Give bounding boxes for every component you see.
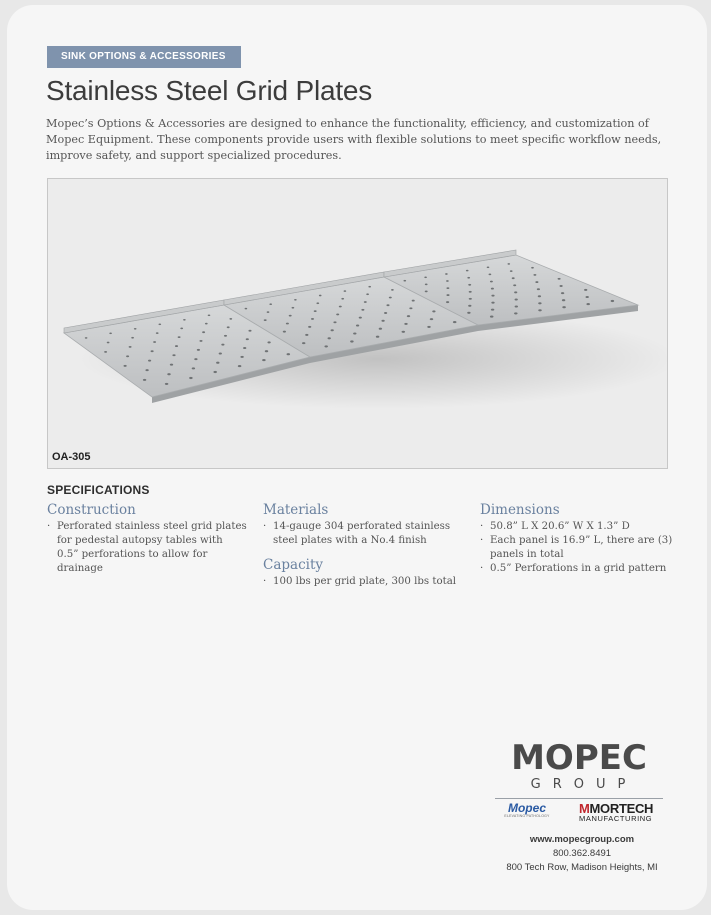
perforation-hole — [446, 287, 449, 289]
perforation-hole — [238, 365, 241, 367]
perforation-hole — [469, 298, 472, 300]
perforation-hole — [466, 270, 469, 272]
perforation-hole — [224, 335, 227, 337]
dimensions-title: Dimensions — [480, 502, 560, 518]
perforation-hole — [134, 328, 137, 330]
perforation-hole — [248, 330, 251, 332]
perforation-hole — [319, 295, 322, 297]
perforation-hole — [389, 297, 392, 299]
perforation-hole — [328, 337, 331, 339]
perforation-hole — [243, 347, 246, 349]
perforation-hole — [491, 288, 494, 290]
perforation-hole — [85, 337, 88, 339]
perforation-hole — [246, 338, 249, 340]
perforation-hole — [584, 289, 587, 291]
perforation-hole — [165, 383, 168, 385]
perforation-hole — [407, 315, 410, 317]
perforation-hole — [143, 379, 146, 381]
perforation-hole — [356, 325, 359, 327]
perforation-hole — [324, 345, 327, 347]
perforation-hole — [515, 299, 518, 301]
perforation-hole — [189, 377, 192, 379]
perforation-hole — [205, 323, 208, 325]
perforation-hole — [344, 290, 347, 292]
perforation-hole — [490, 316, 493, 318]
perforation-hole — [490, 281, 493, 283]
perforation-hole — [510, 270, 513, 272]
product-image — [47, 178, 668, 469]
perforation-hole — [558, 278, 561, 280]
perforation-hole — [513, 284, 516, 286]
perforation-hole — [487, 266, 490, 268]
perforation-hole — [425, 284, 428, 286]
perforation-hole — [562, 299, 565, 301]
perforation-hole — [404, 323, 407, 325]
perforation-hole — [262, 359, 265, 361]
perforation-hole — [245, 308, 248, 310]
perforation-hole — [361, 309, 364, 311]
perforation-hole — [156, 332, 159, 334]
dimensions-section — [480, 502, 680, 585]
perforation-hole — [560, 285, 563, 287]
perforation-hole — [366, 293, 369, 295]
perforation-hole — [453, 321, 456, 323]
perforation-hole — [376, 336, 379, 338]
mopec-logo: Mopec ELEVATING PATHOLOGY — [504, 801, 550, 818]
perforation-hole — [302, 342, 305, 344]
perforation-hole — [562, 306, 565, 308]
construction-title: Construction — [47, 502, 136, 518]
perforation-hole — [368, 286, 371, 288]
perforation-hole — [586, 303, 589, 305]
perforation-hole — [353, 332, 356, 334]
perforation-hole — [468, 305, 471, 307]
perforation-hole — [151, 350, 154, 352]
construction-item: · Perforated stainless steel grid plates for pedestal autopsy tables with 0.5” perforations to allow for drainage — [47, 520, 247, 576]
perforation-hole — [446, 280, 449, 282]
perforation-hole — [364, 301, 367, 303]
dimensions-item: · Each panel is 16.9” L, there are (3) panels in total — [480, 534, 680, 562]
perforation-hole — [311, 318, 314, 320]
perforation-hole — [221, 344, 224, 346]
construction-section — [47, 502, 247, 585]
perforation-hole — [197, 349, 200, 351]
perforation-hole — [265, 350, 268, 352]
perforation-hole — [561, 292, 564, 294]
perforation-hole — [537, 288, 540, 290]
perforation-hole — [333, 321, 336, 323]
perforation-hole — [611, 300, 614, 302]
perforation-hole — [240, 356, 243, 358]
perforation-hole — [104, 351, 107, 353]
dimensions-item: · 0.5” Perforations in a grid pattern — [480, 562, 680, 576]
model-number: OA-305 — [52, 451, 91, 463]
perforation-hole — [305, 334, 308, 336]
perforation-hole — [202, 331, 205, 333]
perforation-hole — [445, 273, 448, 275]
perforation-hole — [289, 315, 292, 317]
perforation-hole — [167, 373, 170, 375]
capacity-title: Capacity — [263, 557, 323, 573]
perforation-hole — [409, 307, 412, 309]
address: 800 Tech Row, Madison Heights, MI — [506, 862, 658, 873]
perforated-grid-plates-illustration — [48, 179, 667, 468]
perforation-hole — [219, 353, 222, 355]
perforation-hole — [403, 280, 406, 282]
intro-paragraph: Mopec’s Options & Accessories are designed to enhance the functionality, efficiency, and customization of Mopec Equipment. These components provide users with flexible solutions to meet specific workflow needs, improve safety, and support specialized procedures. — [46, 117, 662, 162]
perforation-hole — [514, 312, 517, 314]
perforation-hole — [515, 305, 518, 307]
perforation-hole — [379, 328, 382, 330]
perforation-hole — [427, 326, 430, 328]
perforation-hole — [432, 310, 435, 312]
perforation-hole — [514, 291, 517, 293]
perforation-hole — [129, 346, 132, 348]
perforation-hole — [425, 291, 428, 293]
perforation-hole — [533, 274, 536, 276]
perforation-hole — [430, 318, 433, 320]
mortech-logo: MMORTECH MANUFACTURING — [579, 801, 654, 823]
perforation-hole — [469, 291, 472, 293]
perforation-hole — [402, 331, 405, 333]
perforation-hole — [424, 276, 427, 278]
perforation-hole — [314, 310, 317, 312]
perforation-hole — [384, 312, 387, 314]
perforation-hole — [269, 303, 272, 305]
specifications-heading: SPECIFICATIONS — [47, 483, 150, 497]
perforation-hole — [359, 317, 362, 319]
perforation-hole — [175, 345, 178, 347]
perforation-hole — [538, 309, 541, 311]
logo-main: MOPEC — [511, 738, 647, 778]
mopec-group-logo — [487, 740, 671, 799]
perforation-hole — [131, 337, 134, 339]
website-link[interactable]: www.mopecgroup.com — [529, 834, 635, 845]
perforation-hole — [180, 328, 183, 330]
perforation-hole — [145, 369, 148, 371]
materials-title: Materials — [263, 502, 329, 518]
perforation-hole — [386, 304, 389, 306]
perforation-hole — [178, 336, 181, 338]
perforation-hole — [264, 319, 267, 321]
perforation-hole — [107, 342, 110, 344]
perforation-hole — [339, 306, 342, 308]
perforation-hole — [192, 367, 195, 369]
perforation-hole — [170, 364, 173, 366]
perforation-hole — [491, 309, 494, 311]
materials-item: · 14-gauge 304 perforated stainless steel plates with a No.4 finish — [263, 520, 463, 548]
perforation-hole — [109, 332, 112, 334]
perforation-hole — [507, 263, 510, 265]
perforation-hole — [267, 311, 270, 313]
category-badge: SINK OPTIONS & ACCESSORIES — [47, 46, 241, 68]
perforation-hole — [213, 371, 216, 373]
perforation-hole — [538, 302, 541, 304]
perforation-hole — [341, 298, 344, 300]
perforation-hole — [512, 277, 515, 279]
perforation-hole — [183, 319, 186, 321]
phone-number: 800.362.8491 — [552, 848, 612, 859]
perforation-hole — [491, 302, 494, 304]
perforation-hole — [491, 295, 494, 297]
perforation-hole — [208, 314, 211, 316]
perforation-hole — [468, 284, 471, 286]
perforation-hole — [467, 312, 470, 314]
brand-logos — [487, 799, 671, 829]
perforation-hole — [287, 353, 290, 355]
perforation-hole — [381, 320, 384, 322]
perforation-hole — [267, 341, 270, 343]
perforation-hole — [316, 302, 319, 304]
perforation-hole — [216, 362, 219, 364]
perforation-hole — [158, 323, 161, 325]
logo-sub: GROUP — [530, 777, 638, 792]
perforation-hole — [126, 355, 129, 357]
contact-info — [487, 833, 677, 875]
perforation-hole — [199, 340, 202, 342]
perforation-hole — [308, 326, 311, 328]
materials-section — [263, 502, 463, 598]
perforation-hole — [488, 274, 491, 276]
perforation-hole — [586, 296, 589, 298]
perforation-hole — [467, 277, 470, 279]
perforation-hole — [294, 299, 297, 301]
perforation-hole — [350, 340, 353, 342]
perforation-hole — [531, 267, 534, 269]
page-title: Stainless Steel Grid Plates — [46, 75, 373, 106]
perforation-hole — [227, 326, 230, 328]
perforation-hole — [124, 365, 127, 367]
perforation-hole — [336, 313, 339, 315]
spec-sheet-page — [7, 5, 707, 910]
perforation-hole — [391, 289, 394, 291]
perforation-hole — [291, 307, 294, 309]
perforation-hole — [535, 281, 538, 283]
dimensions-item: · 50.8” L X 20.6” W X 1.3” D — [480, 520, 680, 534]
perforation-hole — [331, 329, 334, 331]
perforation-hole — [538, 295, 541, 297]
perforation-hole — [229, 318, 232, 320]
perforation-hole — [446, 301, 449, 303]
perforation-hole — [194, 358, 197, 360]
perforation-hole — [172, 354, 175, 356]
capacity-item: · 100 lbs per grid plate, 300 lbs total — [263, 575, 463, 589]
perforation-hole — [412, 300, 415, 302]
perforation-hole — [446, 294, 449, 296]
perforation-hole — [286, 323, 289, 325]
perforation-hole — [153, 341, 156, 343]
perforation-hole — [283, 331, 286, 333]
perforation-hole — [148, 360, 151, 362]
